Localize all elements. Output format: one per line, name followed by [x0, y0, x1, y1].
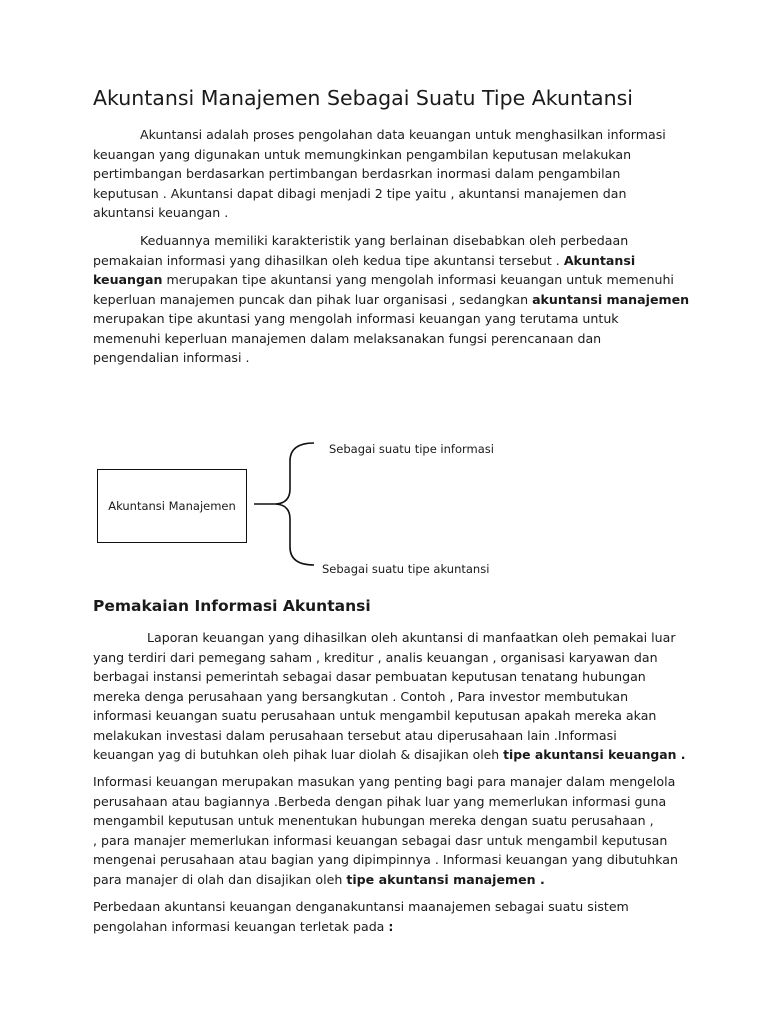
bold-term: keuangan: [93, 272, 163, 287]
text-run: pemakaian informasi yang dihasilkan oleh kedua tipe akuntansi tersebut .: [93, 252, 564, 268]
text-line: mengambil keputusan untuk menentukan hubungan mereka dengan suatu perusahaan ,: [93, 813, 654, 828]
text-line: yang terdiri dari pemegang saham , kreditur , analis keuangan , organisasi karyawan dan: [93, 649, 658, 665]
paragraph-types: [93, 231, 690, 368]
text-line: pengendalian informasi .: [93, 350, 250, 365]
diagram-box-label: Akuntansi Manajemen: [108, 499, 236, 513]
text-run: para manajer di olah dan disajikan oleh: [93, 871, 347, 887]
section-heading: Pemakaian Informasi Akuntansi: [93, 597, 371, 615]
text-line: perusahaan atau bagiannya .Berbeda dengan pihak luar yang memerlukan informasi guna: [93, 793, 667, 809]
text-line: [93, 270, 683, 290]
page-title: Akuntansi Manajemen Sebagai Suatu Tipe Akuntansi: [93, 86, 633, 110]
text-line: pertimbangan berdasarkan pertimbangan berdasrkan inormasi dalam pengambilan: [93, 166, 621, 181]
paragraph-differences: [93, 897, 683, 936]
text-line: [93, 870, 683, 890]
text-line: mengenai perusahaan atau bagian yang dipimpinnya . Informasi keuangan yang dibutuhkan: [93, 852, 678, 867]
diagram-box: [97, 469, 247, 543]
text-run: merupakan tipe akuntansi yang mengolah informasi keuangan untuk memenuhi: [162, 272, 674, 287]
bold-term: tipe akuntansi keuangan .: [503, 747, 686, 762]
text-line: [93, 917, 683, 937]
text-line: Keduannya memiliki karakteristik yang berlainan disebabkan oleh perbedaan: [140, 233, 629, 248]
paragraph-intro: [93, 125, 683, 223]
bold-term: akuntansi manajemen: [532, 291, 690, 307]
text-line: mereka denga perusahaan yang bersangkutan . Contoh , Para investor membutukan: [93, 688, 629, 704]
paragraph-external-users: [93, 628, 686, 765]
text-line: keputusan . Akuntansi dapat dibagi menjadi 2 tipe yaitu , akuntansi manajemen dan: [93, 185, 627, 201]
text-line: informasi keuangan suatu perusahaan untuk mengambil keputusan apakah mereka akan: [93, 708, 657, 723]
branch-label-bottom: Sebagai suatu tipe akuntansi: [322, 562, 490, 576]
branch-label-top: Sebagai suatu tipe informasi: [329, 442, 494, 456]
text-line: merupakan tipe akuntasi yang mengolah informasi keuangan yang terutama untuk: [93, 311, 619, 326]
text-run: keperluan manajemen puncak dan pihak luar organisasi , sedangkan: [93, 291, 533, 307]
text-run: keuangan yag di butuhkan oleh pihak luar diolah & disajikan oleh: [93, 747, 504, 762]
text-line: akuntansi keuangan .: [93, 205, 229, 220]
curly-brace-connector: [252, 437, 316, 573]
text-line: berbagai instansi pemerintah sebagai dasar pembuatan keputusan tenatang hubungan: [93, 669, 646, 684]
text-line: [93, 251, 683, 271]
text-line: , para manajer memerlukan informasi keuangan sebagai dasr untuk mengambil keputusan: [93, 832, 668, 848]
text-line: keuangan yang digunakan untuk memungkinkan pengambilan keputusan melakukan: [93, 146, 632, 162]
text-run: pengolahan informasi keuangan terletak pada: [93, 918, 389, 934]
bold-term: Akuntansi: [563, 252, 636, 268]
brace-path: [276, 443, 314, 565]
text-line: Perbedaan akuntansi keuangan denganakuntansi maanajemen sebagai suatu sistem: [93, 899, 629, 914]
paragraph-managers: [93, 772, 683, 889]
text-line: Akuntansi adalah proses pengolahan data keuangan untuk menghasilkan informasi: [140, 127, 666, 142]
text-line: melakukan investasi dalam perusahaan tersebut atau diperusahaan lain .Informasi: [93, 727, 617, 743]
text-line: Laporan keuangan yang dihasilkan oleh akuntansi di manfaatkan oleh pemakai luar: [147, 630, 676, 645]
text-line: Informasi keuangan merupakan masukan yang penting bagi para manajer dalam mengelola: [93, 774, 676, 789]
bold-term: tipe akuntansi manajemen .: [346, 871, 545, 887]
bold-term: :: [388, 918, 394, 934]
text-line: memenuhi keperluan manajemen dalam melaksanakan fungsi perencanaan dan: [93, 330, 602, 346]
text-line: [93, 290, 690, 310]
text-line: [93, 745, 686, 765]
